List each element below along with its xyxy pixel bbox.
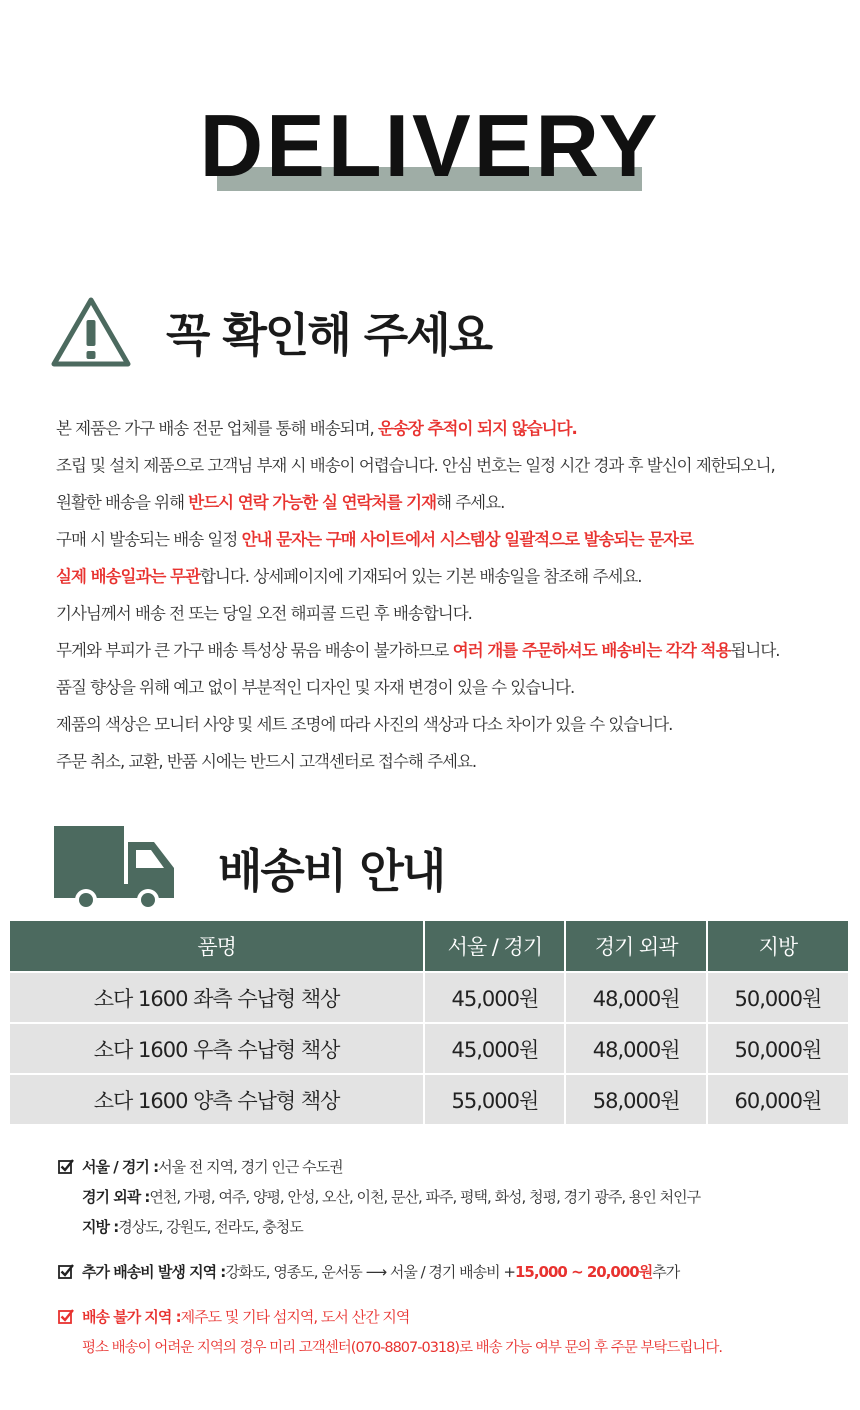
notice-line bbox=[56, 706, 846, 743]
local-text: 경상도, 강원도, 전라도, 충청도 bbox=[118, 1217, 303, 1236]
unavailable-text: 제주도 및 기타 섬지역, 도서 산간 지역 bbox=[180, 1307, 410, 1326]
extra-label: 추가 배송비 발생 지역 : bbox=[82, 1262, 226, 1281]
notice-line bbox=[56, 410, 846, 447]
notice-line bbox=[56, 743, 846, 780]
region-row-local bbox=[58, 1211, 838, 1241]
page-header bbox=[0, 96, 860, 200]
region-row-unavailable bbox=[58, 1301, 838, 1331]
table-header-row bbox=[10, 921, 848, 972]
page-title: DELIVERY bbox=[199, 96, 661, 195]
notice-line bbox=[56, 669, 846, 706]
notice-highlight-text: 반드시 연락 가능한 실 연락처를 기재 bbox=[188, 493, 437, 512]
notice-text: 원활한 배송을 위해 bbox=[56, 493, 189, 512]
notice-text: 품질 향상을 위해 예고 없이 부분적인 디자인 및 자재 변경이 있을 수 있습니다. bbox=[56, 678, 575, 697]
outer-text: 연천, 가평, 여주, 양평, 안성, 오산, 이천, 문산, 파주, 평택, 화성, 청평, 경기 광주, 용인 처인구 bbox=[149, 1187, 701, 1206]
region-row-seoul bbox=[58, 1151, 838, 1181]
cell-seoul-fee: 45,000원 bbox=[424, 972, 565, 1023]
col-header-seoul: 서울 / 경기 bbox=[424, 921, 565, 972]
notice-line bbox=[56, 447, 846, 484]
region-info-extra bbox=[58, 1256, 838, 1286]
checkbox-checked-icon bbox=[58, 1308, 74, 1324]
cell-product: 소다 1600 좌측 수납형 책상 bbox=[10, 972, 424, 1023]
extra-text: 강화도, 영종도, 운서동 ⟶ 서울 / 경기 배송비 + bbox=[225, 1262, 515, 1281]
notice-highlight-text: 여러 개를 주문하셔도 배송비는 각각 적용 bbox=[452, 641, 731, 660]
outer-label: 경기 외곽 : bbox=[82, 1187, 150, 1206]
cell-local-fee: 60,000원 bbox=[707, 1074, 848, 1124]
delivery-truck-icon bbox=[52, 822, 178, 914]
unavailable-label: 배송 불가 지역 : bbox=[82, 1307, 181, 1326]
local-label: 지방 : bbox=[82, 1217, 119, 1236]
region-info-unavailable bbox=[58, 1301, 838, 1361]
notice-text: 본 제품은 가구 배송 전문 업체를 통해 배송되며, bbox=[56, 419, 379, 438]
notice-text: 구매 시 발송되는 배송 일정 bbox=[56, 530, 242, 549]
notice-highlight-text: 운송장 추적이 되지 않습니다. bbox=[378, 419, 577, 438]
cell-outer-fee: 48,000원 bbox=[565, 1023, 706, 1074]
cell-seoul-fee: 55,000원 bbox=[424, 1074, 565, 1124]
region-row-outer bbox=[58, 1181, 838, 1211]
notice-text: 합니다. 상세페이지에 기재되어 있는 기본 배송일을 참조해 주세요. bbox=[199, 567, 642, 586]
notice-line bbox=[56, 521, 846, 558]
seoul-text: 서울 전 지역, 경기 인근 수도권 bbox=[158, 1157, 343, 1176]
notice-section-header bbox=[50, 296, 491, 368]
checkbox-checked-icon bbox=[58, 1263, 74, 1279]
notice-highlight-text: 안내 문자는 구매 사이트에서 시스템상 일괄적으로 발송되는 문자로 bbox=[241, 530, 694, 549]
cell-seoul-fee: 45,000원 bbox=[424, 1023, 565, 1074]
checkbox-checked-icon bbox=[58, 1158, 74, 1174]
col-header-product: 품명 bbox=[10, 921, 424, 972]
cell-product: 소다 1600 우측 수납형 책상 bbox=[10, 1023, 424, 1074]
notice-text: 무게와 부피가 큰 가구 배송 특성상 묶음 배송이 불가하므로 bbox=[56, 641, 453, 660]
extra-amount: 15,000 ~ 20,000원 bbox=[514, 1262, 653, 1281]
table-row bbox=[10, 1023, 848, 1074]
region-row-extra bbox=[58, 1256, 838, 1286]
notice-line bbox=[56, 484, 846, 521]
region-info-standard bbox=[58, 1151, 838, 1241]
warning-triangle-icon bbox=[50, 296, 132, 368]
seoul-label: 서울 / 경기 : bbox=[82, 1157, 159, 1176]
notice-line bbox=[56, 558, 846, 595]
cell-local-fee: 50,000원 bbox=[707, 1023, 848, 1074]
notice-text: 주문 취소, 교환, 반품 시에는 반드시 고객센터로 접수해 주세요. bbox=[56, 752, 477, 771]
cell-product: 소다 1600 양측 수납형 책상 bbox=[10, 1074, 424, 1124]
col-header-local: 지방 bbox=[707, 921, 848, 972]
notice-section-title: 꼭 확인해 주세요 bbox=[166, 308, 492, 362]
extra-suffix: 추가 bbox=[652, 1262, 680, 1281]
cell-outer-fee: 48,000원 bbox=[565, 972, 706, 1023]
fee-section-header bbox=[52, 822, 444, 914]
notice-highlight-text: 실제 배송일과는 무관 bbox=[56, 567, 200, 586]
notice-line bbox=[56, 632, 846, 669]
unavailable-note: 평소 배송이 어려운 지역의 경우 미리 고객센터(070-8807-0318)로 배송 가능 여부 문의 후 주문 부탁드립니다. bbox=[82, 1339, 723, 1356]
cell-outer-fee: 58,000원 bbox=[565, 1074, 706, 1124]
shipping-fee-table bbox=[10, 921, 848, 1124]
notice-text: 해 주세요. bbox=[436, 493, 505, 512]
table-row bbox=[10, 1074, 848, 1124]
notice-text: 조립 및 설치 제품으로 고객님 부재 시 배송이 어렵습니다. 안심 번호는 일정 시간 경과 후 발신이 제한되오니, bbox=[56, 456, 775, 475]
table-row bbox=[10, 972, 848, 1023]
notice-text: 기사님께서 배송 전 또는 당일 오전 해피콜 드린 후 배송합니다. bbox=[56, 604, 472, 623]
notice-line bbox=[56, 595, 846, 632]
cell-local-fee: 50,000원 bbox=[707, 972, 848, 1023]
notice-text: 됩니다. bbox=[730, 641, 780, 660]
notice-list bbox=[56, 410, 846, 780]
col-header-outer: 경기 외곽 bbox=[565, 921, 706, 972]
notice-text: 제품의 색상은 모니터 사양 및 세트 조명에 따라 사진의 색상과 다소 차이가 있을 수 있습니다. bbox=[56, 715, 673, 734]
fee-section-title: 배송비 안내 bbox=[218, 844, 445, 898]
